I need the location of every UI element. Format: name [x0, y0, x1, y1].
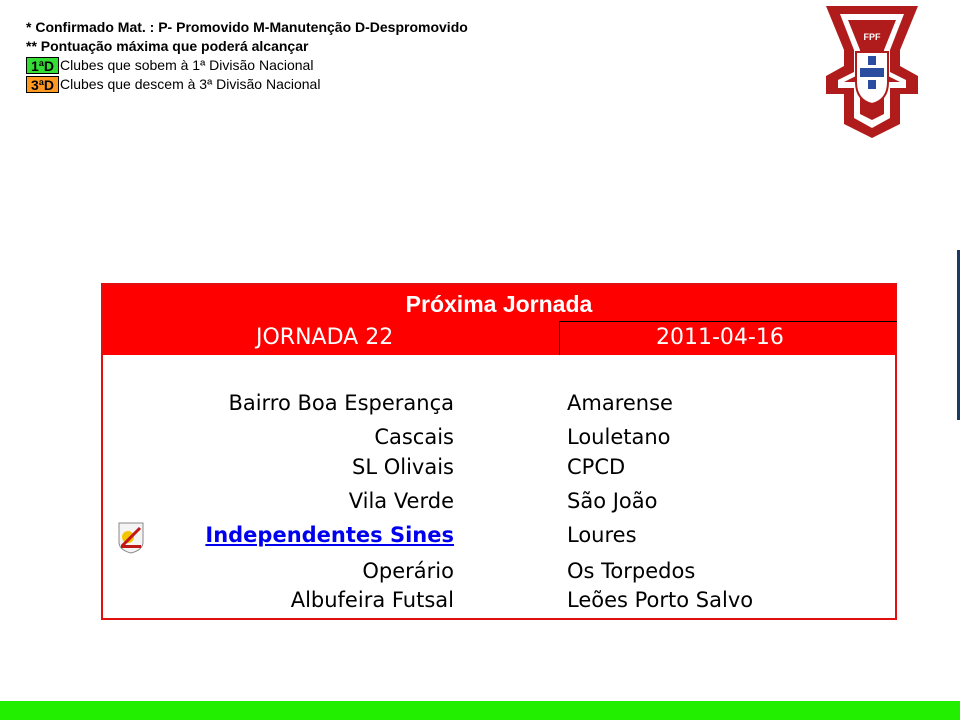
- legend-confirmed-note: * Confirmado Mat. : P- Promovido M-Manutenção D-Despromovido: [26, 19, 468, 35]
- home-team: Vila Verde: [348, 489, 454, 513]
- relegated-text: Clubes que descem à 3ª Divisão Nacional: [60, 76, 321, 92]
- away-team: Os Torpedos: [567, 559, 696, 583]
- club-logo-icon: [116, 520, 146, 554]
- home-team: Operário: [362, 559, 454, 583]
- promoted-badge: 1ªD: [26, 57, 59, 74]
- legend: [26, 18, 468, 94]
- away-team: Loures: [567, 523, 637, 547]
- match-row: [103, 559, 895, 591]
- next-round-panel: [101, 283, 897, 620]
- away-team: Amarense: [567, 391, 673, 415]
- match-row: [103, 425, 895, 457]
- relegated-badge: 3ªD: [26, 76, 59, 93]
- match-row-highlighted: [103, 523, 895, 555]
- home-team: Albufeira Futsal: [290, 588, 454, 612]
- away-team: São João: [567, 489, 658, 513]
- round-label: JORNADA 22: [256, 325, 394, 350]
- match-row: [103, 489, 895, 521]
- crest-letters: FPF: [863, 32, 881, 42]
- home-team: SL Olivais: [352, 455, 454, 479]
- legend-key-relegated: [26, 75, 468, 94]
- match-row: [103, 588, 895, 620]
- match-row: [103, 391, 895, 423]
- home-team-link[interactable]: Independentes Sines: [205, 523, 454, 547]
- legend-key-promoted: [26, 56, 468, 75]
- home-team: Cascais: [374, 425, 454, 449]
- promoted-text: Clubes que sobem à 1ª Divisão Nacional: [60, 57, 314, 73]
- footer-bar: [0, 701, 960, 720]
- fpf-crest-logo: [818, 4, 926, 140]
- round-date: 2011-04-16: [656, 325, 784, 350]
- match-row: [103, 455, 895, 487]
- away-team: Louletano: [567, 425, 671, 449]
- away-team: CPCD: [567, 455, 626, 479]
- away-team: Leões Porto Salvo: [567, 588, 754, 612]
- panel-title: Próxima Jornada: [405, 291, 593, 317]
- legend-max-points-note: ** Pontuação máxima que poderá alcançar: [26, 38, 309, 54]
- home-team: Bairro Boa Esperança: [228, 391, 454, 415]
